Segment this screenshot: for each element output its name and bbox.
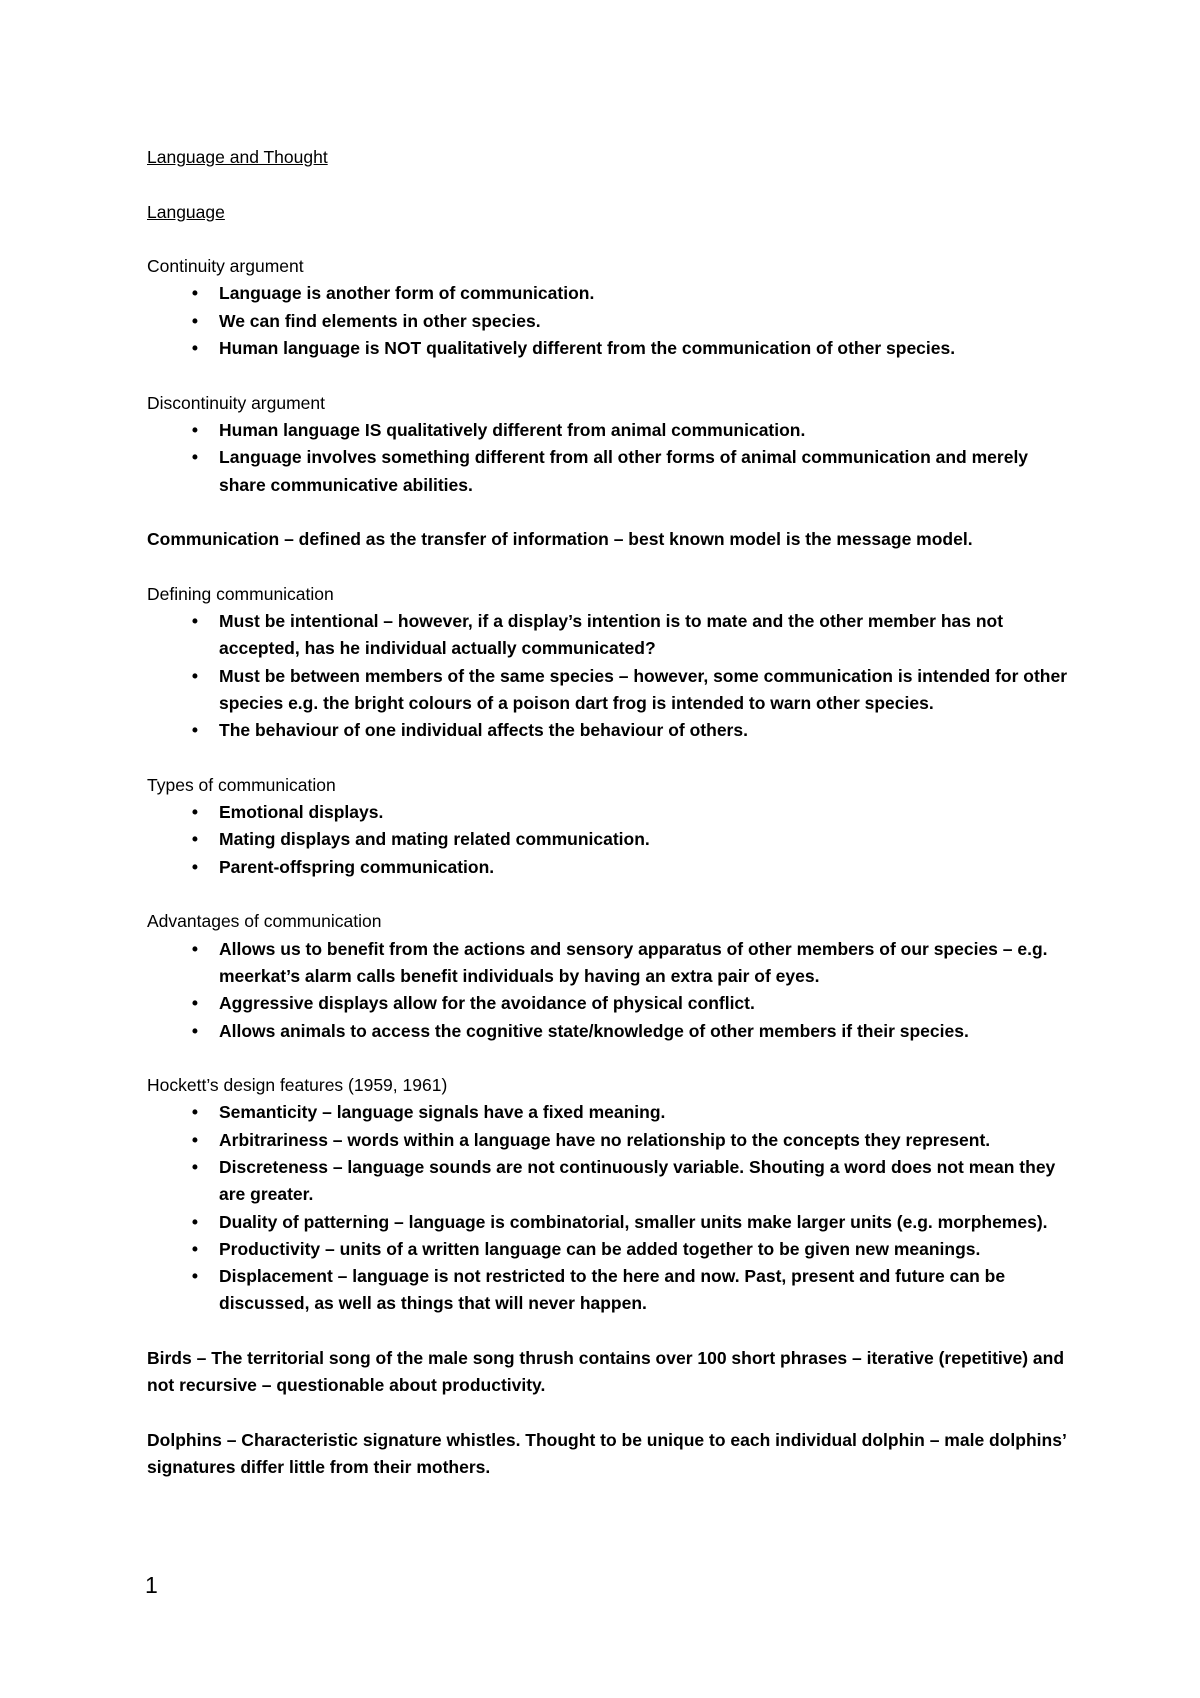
bullet-icon: • <box>191 993 199 1014</box>
list-item <box>147 1127 1067 1154</box>
continuity-list <box>147 280 1067 362</box>
spacer <box>147 171 1067 198</box>
spacer <box>147 1400 1067 1427</box>
list-item <box>147 280 1067 307</box>
discontinuity-heading: Discontinuity argument <box>147 392 325 413</box>
list-item-text: Human language IS qualitatively different from animal communication. <box>219 419 806 440</box>
list-item-text: Arbitrariness – words within a language have no relationship to the concepts they represent. <box>219 1129 991 1150</box>
list-item <box>147 1154 1067 1209</box>
spacer <box>147 362 1067 389</box>
birds-paragraph: Birds – The territorial song of the male song thrush contains over 100 short phrases – iterative (repetitive) and not recursive – questionable about productivity. <box>147 1348 1065 1396</box>
list-item-text: Language is another form of communication. <box>219 283 595 304</box>
bullet-icon: • <box>191 1129 199 1150</box>
bullet-icon: • <box>191 611 199 632</box>
list-item <box>147 308 1067 335</box>
bullet-icon: • <box>191 802 199 823</box>
list-item-text: Allows us to benefit from the actions and sensory apparatus of other members of our species – e.g. meerkat’s alarm calls benefit individuals by having an extra pair of eyes. <box>219 938 1048 986</box>
list-item-text: We can find elements in other species. <box>219 310 541 331</box>
list-item-text: Productivity – units of a written language can be added together to be given new meanings. <box>219 1238 981 1259</box>
communication-definition: Communication – defined as the transfer of information – best known model is the message model. <box>147 529 973 550</box>
list-item <box>147 990 1067 1017</box>
list-item-text: Language involves something different from all other forms of animal communication and merely share communicative abilities. <box>219 447 1029 495</box>
defining-heading: Defining communication <box>147 583 334 604</box>
list-item <box>147 1263 1067 1318</box>
bullet-icon: • <box>191 1266 199 1287</box>
document-title: Language and Thought <box>147 147 328 167</box>
bullet-icon: • <box>191 1238 199 1259</box>
hockett-heading: Hockett’s design features (1959, 1961) <box>147 1075 448 1096</box>
spacer <box>147 499 1067 526</box>
list-item-text: Human language is NOT qualitatively different from the communication of other species. <box>219 338 956 359</box>
types-list <box>147 799 1067 881</box>
bullet-icon: • <box>191 856 199 877</box>
list-item <box>147 335 1067 362</box>
list-item-text: Displacement – language is not restricted to the here and now. Past, present and future can be discussed, as well as things that will never happen. <box>219 1266 1006 1314</box>
dolphins-paragraph: Dolphins – Characteristic signature whistles. Thought to be unique to each individual dolphin – male dolphins’ signatures differ little from their mothers. <box>147 1429 1066 1478</box>
list-item <box>147 826 1067 853</box>
spacer <box>147 745 1067 772</box>
bullet-icon: • <box>191 1156 199 1177</box>
bullet-icon: • <box>191 1020 199 1041</box>
bullet-icon: • <box>191 665 199 686</box>
types-heading: Types of communication <box>147 774 336 795</box>
list-item <box>147 417 1067 444</box>
list-item <box>147 717 1067 744</box>
list-item-text: Must be intentional – however, if a display’s intention is to mate and the other member has not accepted, has he individual actually communicated? <box>219 611 1004 659</box>
list-item-text: Allows animals to access the cognitive state/knowledge of other members if their species. <box>219 1020 969 1041</box>
list-item-text: Aggressive displays allow for the avoidance of physical conflict. <box>219 993 755 1014</box>
advantages-heading: Advantages of communication <box>147 911 382 932</box>
list-item <box>147 1099 1067 1126</box>
list-item <box>147 444 1067 499</box>
list-item-text: Discreteness – language sounds are not continuously variable. Shouting a word does not mean they are greater. <box>219 1156 1056 1205</box>
bullet-icon: • <box>191 829 199 850</box>
discontinuity-list <box>147 417 1067 499</box>
bullet-icon: • <box>191 283 199 304</box>
list-item-text: Duality of patterning – language is combinatorial, smaller units make larger units (e.g. morphemes). <box>219 1211 1048 1232</box>
advantages-list <box>147 936 1067 1045</box>
page-number: 1 <box>145 1572 158 1598</box>
list-item <box>147 1018 1067 1045</box>
spacer <box>147 1045 1067 1072</box>
list-item <box>147 663 1067 718</box>
section-title: Language <box>147 201 225 222</box>
list-item <box>147 1236 1067 1263</box>
document-page <box>147 144 1067 1482</box>
list-item-text: Parent-offspring communication. <box>219 856 495 877</box>
list-item <box>147 799 1067 826</box>
spacer <box>147 1318 1067 1345</box>
continuity-heading: Continuity argument <box>147 256 304 277</box>
list-item-text: Semanticity – language signals have a fixed meaning. <box>219 1102 666 1123</box>
list-item <box>147 1209 1067 1236</box>
bullet-icon: • <box>191 1102 199 1123</box>
list-item-text: Mating displays and mating related communication. <box>219 829 650 850</box>
bullet-icon: • <box>191 1211 199 1232</box>
list-item <box>147 854 1067 881</box>
bullet-icon: • <box>191 419 199 440</box>
hockett-list <box>147 1099 1067 1317</box>
list-item <box>147 936 1067 991</box>
list-item-text: The behaviour of one individual affects the behaviour of others. <box>219 720 748 741</box>
bullet-icon: • <box>191 310 199 331</box>
spacer <box>147 226 1067 253</box>
defining-list <box>147 608 1067 744</box>
bullet-icon: • <box>191 720 199 741</box>
bullet-icon: • <box>191 338 199 359</box>
bullet-icon: • <box>191 938 199 959</box>
list-item <box>147 608 1067 663</box>
list-item-text: Must be between members of the same species – however, some communication is intended for other species e.g. the bright colours of a poison dart frog is intended to warn other species. <box>219 665 1068 713</box>
spacer <box>147 553 1067 580</box>
spacer <box>147 881 1067 908</box>
list-item-text: Emotional displays. <box>219 802 384 823</box>
bullet-icon: • <box>191 447 199 468</box>
